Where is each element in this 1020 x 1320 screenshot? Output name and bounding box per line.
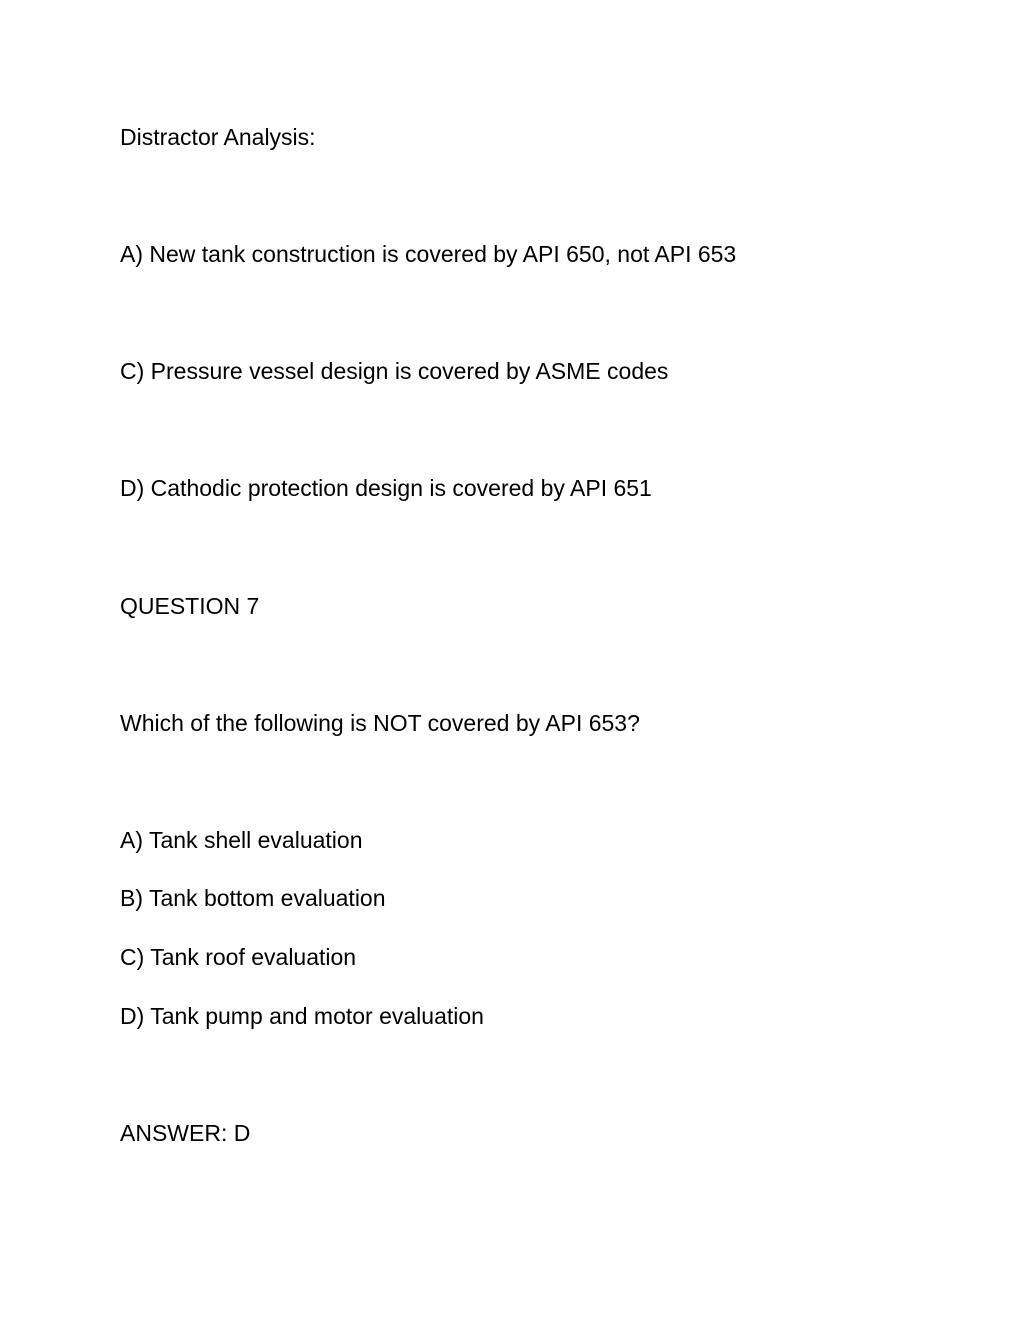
distractor-item-d: D) Cathodic protection design is covered by API 651	[120, 475, 652, 501]
question-label: QUESTION 7	[120, 593, 260, 619]
distractor-item-c: C) Pressure vessel design is covered by ASME codes	[120, 358, 669, 384]
question-text: Which of the following is NOT covered by API 653?	[120, 710, 640, 736]
answer-line: ANSWER: D	[120, 1120, 251, 1146]
option-c: C) Tank roof evaluation	[120, 944, 357, 970]
option-a: A) Tank shell evaluation	[120, 827, 363, 853]
distractor-item-a: A) New tank construction is covered by API 650, not API 653	[120, 241, 737, 267]
option-b: B) Tank bottom evaluation	[120, 885, 386, 911]
option-d: D) Tank pump and motor evaluation	[120, 1003, 484, 1029]
distractor-analysis-heading: Distractor Analysis:	[120, 124, 316, 150]
